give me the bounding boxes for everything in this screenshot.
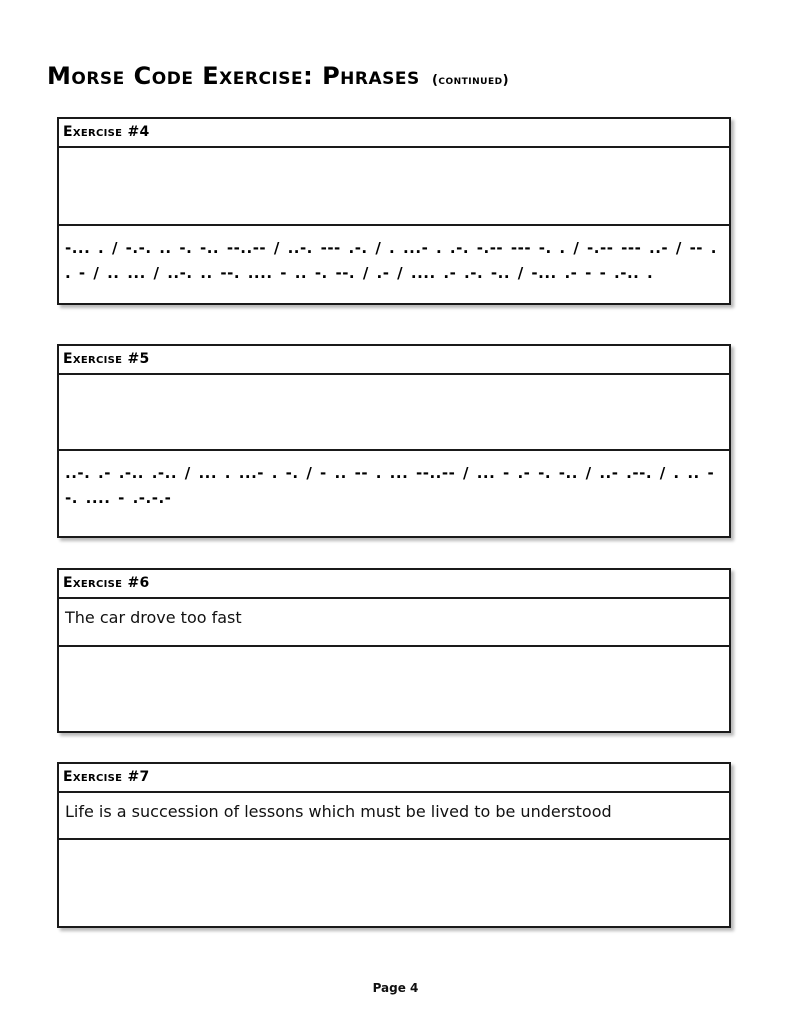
exercise-4-box [57,117,731,305]
exercise-4-morse-text: -... . / -.-. .. -. -.. --..-- / ..-. --- .-. / . ...- . .-. -.-- --- -. . / -.-- --- ..- / -- . . - / .. ... / ..-. .. --. .... - .. -. --. / .- / .... .- .-. -.. / -... .- - - .-.. . [65,239,717,282]
exercise-7-box [57,762,731,928]
exercise-5-morse-row [59,451,729,536]
page-number: Page 4 [372,981,419,995]
exercise-4-morse-row [59,226,729,301]
exercise-6-answer-area[interactable] [59,647,729,731]
exercise-4-header: Exercise #4 [59,119,729,148]
exercise-6-box [57,568,731,733]
exercise-6-phrase-text: The car drove too fast [65,608,242,627]
exercise-4-answer-area[interactable] [59,148,729,226]
exercise-5-header: Exercise #5 [59,346,729,375]
exercise-7-header: Exercise #7 [59,764,729,793]
exercise-5-answer-area[interactable] [59,375,729,451]
exercise-7-phrase-row [59,793,729,840]
exercise-7-answer-area[interactable] [59,840,729,925]
exercise-6-phrase-row [59,599,729,647]
page-title-main: Morse Code Exercise: Phrases [47,62,420,90]
exercise-5-box [57,344,731,538]
page-title-suffix: (continued) [431,73,510,88]
exercise-5-morse-text: ..-. .- .-.. .-.. / ... . ...- . -. / - .. -- . ... --..-- / ... - .- -. -.. / ..- .--. / . .. --. .... - .-.-.- [65,464,715,507]
exercise-6-header: Exercise #6 [59,570,729,599]
page-title [47,62,509,90]
exercise-7-phrase-text: Life is a succession of lessons which must be lived to be understood [65,802,612,821]
